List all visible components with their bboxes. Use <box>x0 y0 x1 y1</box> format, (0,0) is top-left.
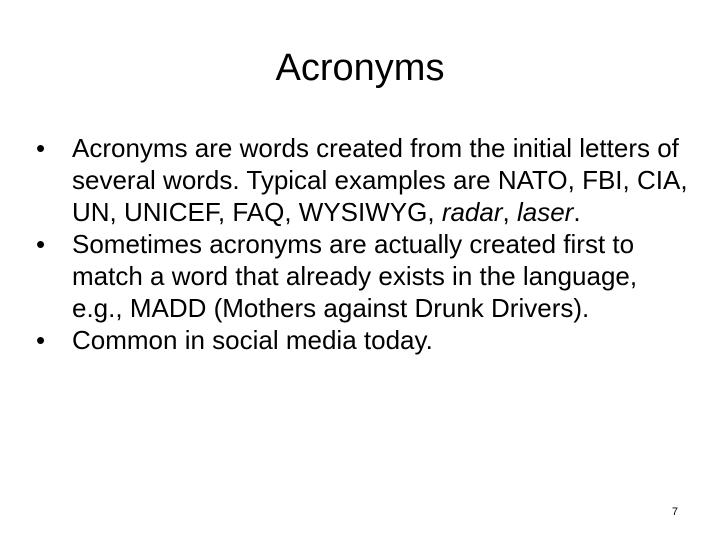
bullet-icon: • <box>36 229 46 259</box>
bullet-text-italic-part: laser <box>516 197 574 227</box>
slide-title: Acronyms <box>275 47 445 89</box>
bullet-text-part: Sometimes acronyms are actually created first to match a word that already exists in the language, e.g., MADD (Mothers against Drunk Drivers). <box>72 229 638 323</box>
bullet-text <box>72 132 690 228</box>
bullet-text-part: Common in social media today. <box>72 325 433 355</box>
bullet-icon: • <box>36 325 46 355</box>
bullet-text <box>72 324 690 356</box>
bullet-item <box>30 324 690 356</box>
bullet-list <box>30 132 690 356</box>
bullet-text-part: , <box>502 197 517 227</box>
bullet-item <box>30 132 690 228</box>
bullet-text <box>72 228 690 324</box>
bullet-icon: • <box>36 133 46 163</box>
page-number: 7 <box>671 506 678 518</box>
bullet-item <box>30 228 690 324</box>
bullet-text-part: . <box>573 197 581 227</box>
bullet-text-part: Acronyms are words created from the initial letters of several words. Typical examples are NATO, FBI, CIA, UN, UNICEF, FAQ, WYSIWYG, <box>72 133 688 227</box>
bullet-text-italic-part: radar <box>441 197 503 227</box>
